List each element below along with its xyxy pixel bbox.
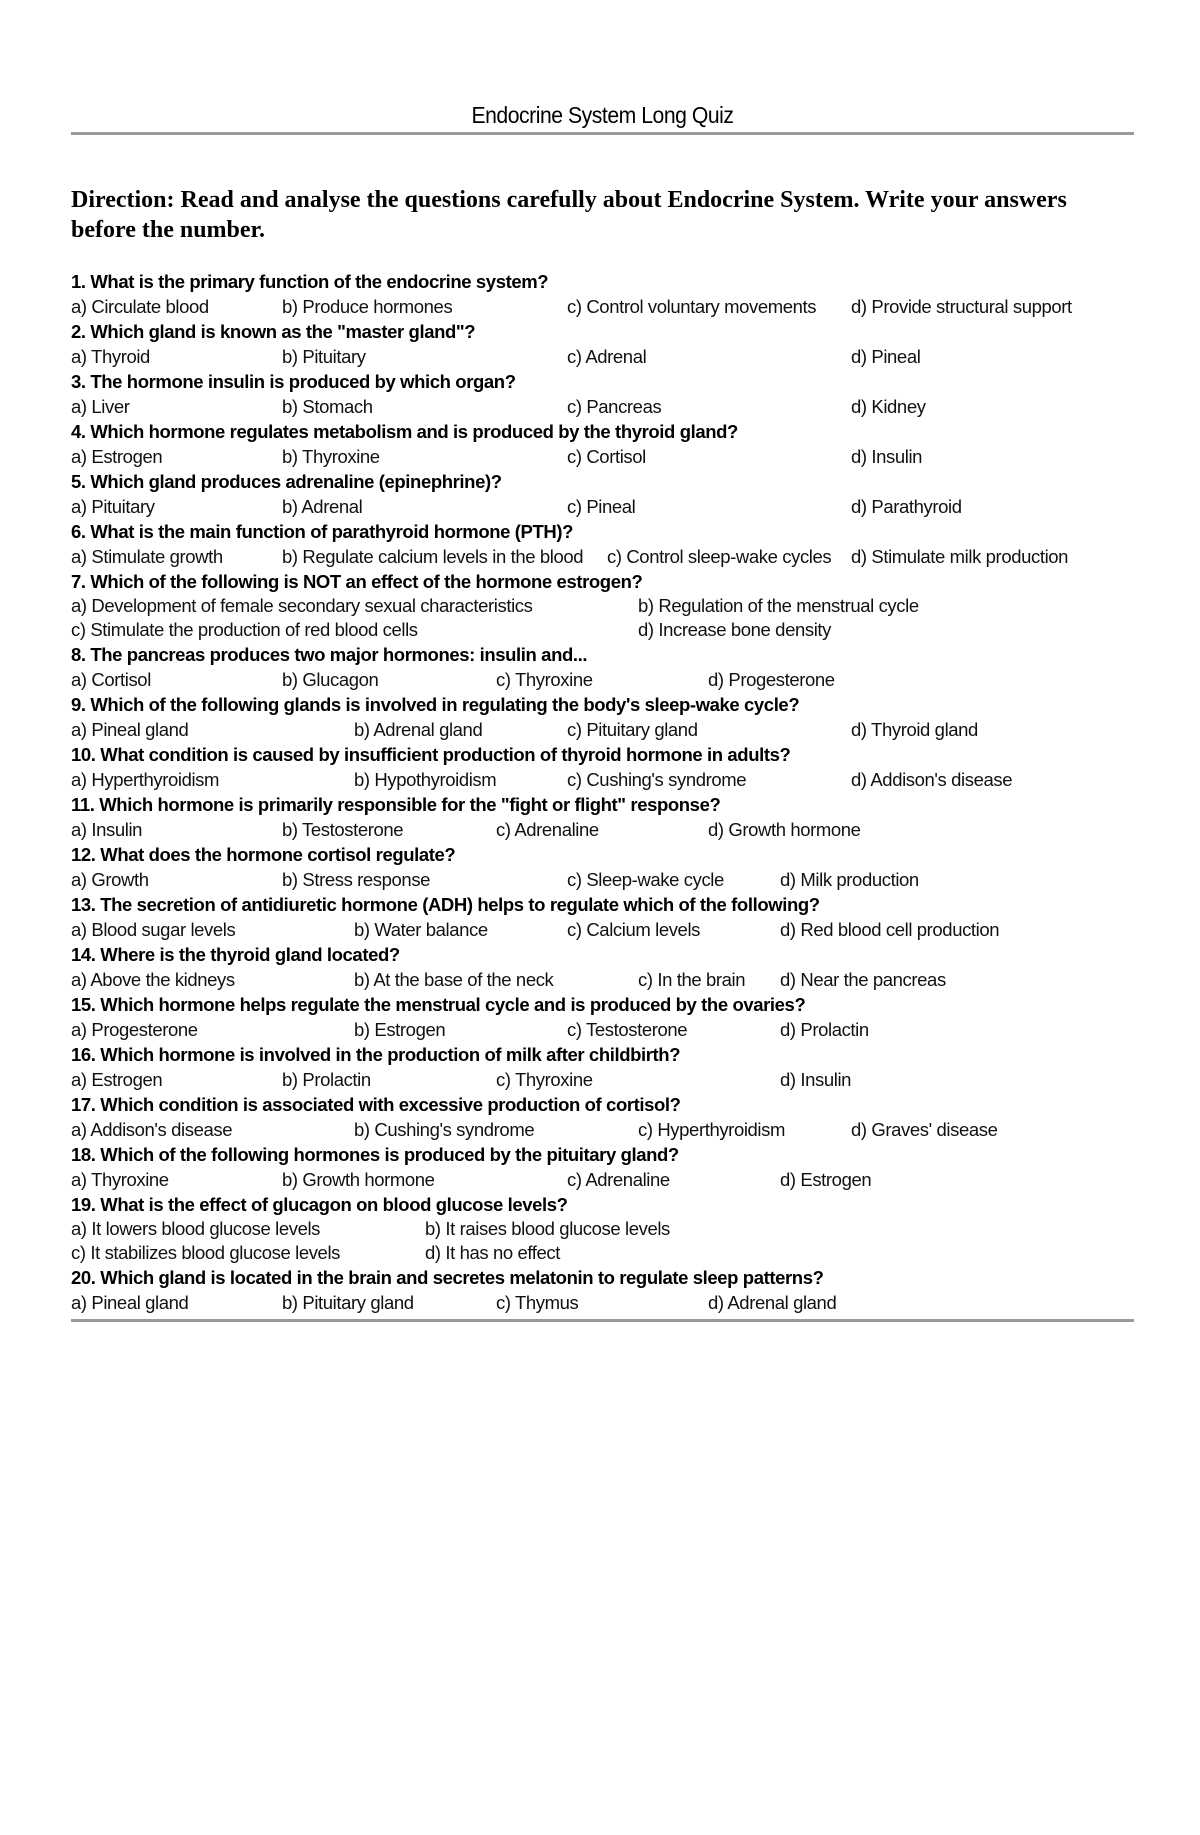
answer-option: d) Thyroid gland: [851, 719, 978, 740]
answer-options-row: [71, 544, 1134, 569]
answer-options-row: [71, 767, 1134, 792]
answer-option: d) Growth hormone: [708, 819, 861, 840]
answer-option: a) Thyroxine: [71, 1169, 169, 1190]
answer-option: c) Thyroxine: [496, 669, 593, 690]
answer-option: c) Cortisol: [567, 446, 646, 467]
question-text: 18. Which of the following hormones is produced by the pituitary gland?: [71, 1144, 679, 1165]
question-text: 15. Which hormone helps regulate the menstrual cycle and is produced by the ovaries?: [71, 994, 806, 1015]
answer-options-row: [71, 1067, 1134, 1092]
answer-option: b) Thyroxine: [282, 446, 380, 467]
question-text: 2. Which gland is known as the "master gland"?: [71, 321, 476, 342]
answer-options-row: [71, 594, 1134, 618]
answer-option: c) Testosterone: [567, 1019, 688, 1040]
answer-option: c) Stimulate the production of red blood cells: [71, 619, 418, 640]
answer-option: c) Sleep-wake cycle: [567, 869, 724, 890]
answer-option: c) Thyroxine: [496, 1069, 593, 1090]
title-divider: [71, 132, 1134, 135]
page-title: Endocrine System Long Quiz: [471, 102, 734, 128]
question-text: 20. Which gland is located in the brain and secretes melatonin to regulate sleep patterns?: [71, 1267, 824, 1288]
answer-option: d) Parathyroid: [851, 496, 962, 517]
answer-option: c) Cushing's syndrome: [567, 769, 747, 790]
answer-option: d) Insulin: [851, 446, 923, 467]
question-text: 9. Which of the following glands is involved in regulating the body's sleep-wake cycle?: [71, 694, 800, 715]
answer-option: b) Water balance: [354, 919, 488, 940]
answer-option: b) Produce hormones: [282, 296, 453, 317]
answer-options-row: [71, 344, 1134, 369]
answer-option: b) It raises blood glucose levels: [425, 1218, 670, 1239]
answer-option: b) At the base of the neck: [354, 969, 554, 990]
answer-options-row: [71, 1167, 1134, 1192]
answer-options-row: [71, 667, 1134, 692]
answer-option: a) Circulate blood: [71, 296, 209, 317]
answer-options-row: [71, 867, 1134, 892]
answer-option: d) Near the pancreas: [780, 969, 946, 990]
question-text: 7. Which of the following is NOT an effect of the hormone estrogen?: [71, 571, 643, 592]
answer-options-row: [71, 444, 1134, 469]
answer-option: c) In the brain: [638, 969, 746, 990]
answer-option: a) Stimulate growth: [71, 546, 223, 567]
answer-option: b) Stomach: [282, 396, 373, 417]
answer-options-row: [71, 817, 1134, 842]
answer-option: a) Insulin: [71, 819, 143, 840]
answer-options-row: [71, 1290, 1134, 1315]
answer-option: b) Regulate calcium levels in the blood: [282, 546, 584, 567]
answer-option: a) Blood sugar levels: [71, 919, 236, 940]
directions: Direction: Read and analyse the questions carefully about Endocrine System. Write your answers before the number.: [71, 187, 1067, 243]
answer-option: c) It stabilizes blood glucose levels: [71, 1242, 341, 1263]
answer-option: c) Adrenaline: [567, 1169, 670, 1190]
question-text: 6. What is the main function of parathyroid hormone (PTH)?: [71, 521, 573, 542]
answer-option: a) It lowers blood glucose levels: [71, 1218, 321, 1239]
question-text: 8. The pancreas produces two major hormones: insulin and...: [71, 644, 588, 665]
answer-option: d) Milk production: [780, 869, 919, 890]
question-text: 16. Which hormone is involved in the production of milk after childbirth?: [71, 1044, 681, 1065]
answer-option: a) Pituitary: [71, 496, 155, 517]
answer-options-row: [71, 1241, 1134, 1265]
answer-option: b) Prolactin: [282, 1069, 371, 1090]
answer-option: c) Hyperthyroidism: [638, 1119, 785, 1140]
answer-option: d) Addison's disease: [851, 769, 1013, 790]
answer-option: a) Hyperthyroidism: [71, 769, 220, 790]
answer-option: a) Pineal gland: [71, 1292, 189, 1313]
quiz-page: [71, 98, 1134, 1322]
answer-option: d) It has no effect: [425, 1242, 561, 1263]
answer-option: b) Estrogen: [354, 1019, 446, 1040]
answer-option: a) Thyroid: [71, 346, 150, 367]
answer-option: b) Glucagon: [282, 669, 379, 690]
question-text: 14. Where is the thyroid gland located?: [71, 944, 400, 965]
question-text: 1. What is the primary function of the endocrine system?: [71, 271, 549, 292]
question-list: [71, 269, 1134, 1315]
answer-options-row: [71, 618, 1134, 642]
answer-option: b) Regulation of the menstrual cycle: [638, 595, 919, 616]
question-text: 17. Which condition is associated with excessive production of cortisol?: [71, 1094, 681, 1115]
answer-option: d) Estrogen: [780, 1169, 872, 1190]
answer-option: c) Adrenal: [567, 346, 647, 367]
question-text: 10. What condition is caused by insufficient production of thyroid hormone in adults?: [71, 744, 791, 765]
answer-options-row: [71, 1017, 1134, 1042]
answer-option: b) Stress response: [282, 869, 431, 890]
question-text: 3. The hormone insulin is produced by which organ?: [71, 371, 516, 392]
answer-option: a) Progesterone: [71, 1019, 198, 1040]
answer-option: d) Stimulate milk production: [851, 546, 1069, 567]
question-text: 5. Which gland produces adrenaline (epinephrine)?: [71, 471, 502, 492]
answer-options-row: [71, 917, 1134, 942]
answer-option: b) Growth hormone: [282, 1169, 435, 1190]
answer-options-row: [71, 1217, 1134, 1241]
answer-option: b) Pituitary: [282, 346, 366, 367]
answer-options-row: [71, 394, 1134, 419]
answer-option: d) Kidney: [851, 396, 926, 417]
answer-option: d) Pineal: [851, 346, 921, 367]
answer-option: d) Adrenal gland: [708, 1292, 837, 1313]
answer-option: a) Estrogen: [71, 446, 163, 467]
answer-options-row: [71, 494, 1134, 519]
answer-option: d) Progesterone: [708, 669, 835, 690]
answer-option: c) Pineal: [567, 496, 636, 517]
answer-option: b) Hypothyroidism: [354, 769, 497, 790]
answer-option: b) Adrenal: [282, 496, 363, 517]
answer-option: d) Red blood cell production: [780, 919, 1000, 940]
answer-options-row: [71, 967, 1134, 992]
answer-option: a) Liver: [71, 396, 130, 417]
answer-option: c) Control voluntary movements: [567, 296, 817, 317]
answer-option: c) Pancreas: [567, 396, 662, 417]
answer-option: c) Thymus: [496, 1292, 579, 1313]
answer-option: a) Growth: [71, 869, 149, 890]
answer-option: c) Calcium levels: [567, 919, 701, 940]
answer-option: d) Insulin: [780, 1069, 852, 1090]
question-text: 19. What is the effect of glucagon on blood glucose levels?: [71, 1194, 568, 1215]
answer-options-row: [71, 717, 1134, 742]
answer-option: d) Prolactin: [780, 1019, 869, 1040]
answer-option: a) Above the kidneys: [71, 969, 235, 990]
answer-option: d) Increase bone density: [638, 619, 831, 640]
answer-options-row: [71, 294, 1134, 319]
answer-option: d) Graves' disease: [851, 1119, 998, 1140]
answer-option: b) Cushing's syndrome: [354, 1119, 535, 1140]
bottom-divider: [71, 1319, 1134, 1322]
question-text: 11. Which hormone is primarily responsible for the "fight or flight" response?: [71, 794, 721, 815]
answer-option: b) Testosterone: [282, 819, 404, 840]
answer-option: a) Development of female secondary sexual characteristics: [71, 595, 533, 616]
answer-option: c) Pituitary gland: [567, 719, 698, 740]
answer-option: a) Pineal gland: [71, 719, 189, 740]
answer-option: a) Addison's disease: [71, 1119, 233, 1140]
answer-option: d) Provide structural support: [851, 296, 1072, 317]
question-text: 13. The secretion of antidiuretic hormone (ADH) helps to regulate which of the following?: [71, 894, 820, 915]
question-text: 4. Which hormone regulates metabolism and is produced by the thyroid gland?: [71, 421, 738, 442]
answer-options-row: [71, 1117, 1134, 1142]
answer-option: a) Estrogen: [71, 1069, 163, 1090]
answer-option: c) Control sleep-wake cycles: [607, 546, 832, 567]
answer-option: a) Cortisol: [71, 669, 151, 690]
answer-option: b) Adrenal gland: [354, 719, 483, 740]
answer-option: b) Pituitary gland: [282, 1292, 414, 1313]
question-text: 12. What does the hormone cortisol regulate?: [71, 844, 456, 865]
answer-option: c) Adrenaline: [496, 819, 599, 840]
